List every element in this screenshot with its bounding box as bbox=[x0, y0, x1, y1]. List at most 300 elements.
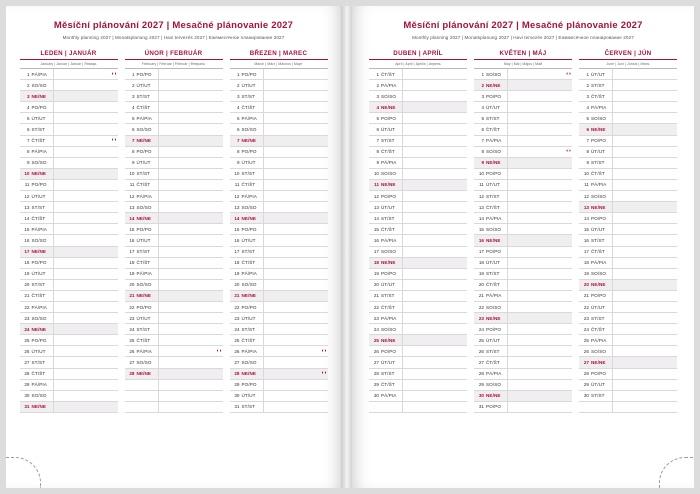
day-note-field[interactable] bbox=[613, 313, 678, 324]
day-row[interactable] bbox=[20, 224, 118, 235]
day-note-field[interactable] bbox=[508, 213, 573, 224]
day-note-field[interactable] bbox=[403, 390, 468, 401]
day-note-field[interactable] bbox=[53, 357, 118, 368]
day-row[interactable] bbox=[20, 213, 118, 224]
day-row[interactable] bbox=[369, 401, 467, 412]
day-row[interactable] bbox=[369, 235, 467, 246]
day-note-field[interactable] bbox=[53, 257, 118, 268]
day-row[interactable] bbox=[474, 102, 572, 113]
day-row[interactable] bbox=[369, 246, 467, 257]
day-row[interactable] bbox=[230, 168, 328, 179]
day-row[interactable] bbox=[230, 224, 328, 235]
day-note-field[interactable] bbox=[158, 246, 223, 257]
day-row[interactable] bbox=[125, 157, 223, 168]
day-row[interactable] bbox=[474, 191, 572, 202]
day-row[interactable] bbox=[579, 368, 677, 379]
day-note-field[interactable] bbox=[613, 202, 678, 213]
day-row[interactable] bbox=[369, 301, 467, 312]
day-row[interactable] bbox=[579, 235, 677, 246]
day-row[interactable] bbox=[230, 279, 328, 290]
day-row[interactable] bbox=[579, 379, 677, 390]
day-note-field[interactable] bbox=[613, 235, 678, 246]
day-note-field[interactable] bbox=[508, 202, 573, 213]
day-note-field[interactable] bbox=[158, 113, 223, 124]
day-note-field[interactable] bbox=[158, 146, 223, 157]
day-row[interactable] bbox=[369, 179, 467, 190]
day-note-field[interactable] bbox=[508, 335, 573, 346]
day-note-field[interactable] bbox=[508, 102, 573, 113]
day-row[interactable] bbox=[474, 246, 572, 257]
day-note-field[interactable] bbox=[263, 368, 328, 379]
day-row[interactable] bbox=[230, 235, 328, 246]
day-row[interactable] bbox=[230, 390, 328, 401]
day-note-field[interactable] bbox=[613, 324, 678, 335]
day-note-field[interactable] bbox=[508, 368, 573, 379]
day-note-field[interactable] bbox=[403, 313, 468, 324]
day-note-field[interactable] bbox=[613, 91, 678, 102]
day-note-field[interactable] bbox=[403, 168, 468, 179]
day-row[interactable] bbox=[125, 313, 223, 324]
day-row[interactable] bbox=[369, 324, 467, 335]
day-row[interactable] bbox=[20, 257, 118, 268]
day-row[interactable] bbox=[125, 91, 223, 102]
day-note-field[interactable] bbox=[613, 290, 678, 301]
day-row[interactable] bbox=[125, 146, 223, 157]
day-row[interactable] bbox=[369, 368, 467, 379]
day-row[interactable] bbox=[474, 357, 572, 368]
day-row[interactable] bbox=[369, 213, 467, 224]
day-row[interactable] bbox=[474, 91, 572, 102]
day-note-field[interactable] bbox=[508, 390, 573, 401]
day-row[interactable] bbox=[369, 335, 467, 346]
day-note-field[interactable] bbox=[508, 379, 573, 390]
day-note-field[interactable] bbox=[508, 179, 573, 190]
day-row[interactable] bbox=[125, 357, 223, 368]
day-note-field[interactable] bbox=[508, 324, 573, 335]
day-row[interactable] bbox=[20, 191, 118, 202]
day-note-field[interactable] bbox=[403, 357, 468, 368]
day-note-field[interactable] bbox=[403, 401, 468, 412]
day-row[interactable] bbox=[125, 268, 223, 279]
day-row[interactable] bbox=[369, 191, 467, 202]
day-note-field[interactable] bbox=[53, 246, 118, 257]
day-note-field[interactable] bbox=[613, 335, 678, 346]
day-row[interactable] bbox=[579, 179, 677, 190]
day-note-field[interactable] bbox=[613, 279, 678, 290]
day-row[interactable] bbox=[20, 91, 118, 102]
day-note-field[interactable] bbox=[403, 157, 468, 168]
day-note-field[interactable] bbox=[53, 91, 118, 102]
day-note-field[interactable] bbox=[263, 257, 328, 268]
day-note-field[interactable] bbox=[53, 124, 118, 135]
day-row[interactable] bbox=[20, 135, 118, 146]
day-note-field[interactable] bbox=[158, 224, 223, 235]
day-note-field[interactable] bbox=[53, 168, 118, 179]
day-row[interactable] bbox=[579, 213, 677, 224]
day-row[interactable] bbox=[20, 401, 118, 412]
day-row[interactable] bbox=[125, 246, 223, 257]
day-note-field[interactable] bbox=[403, 257, 468, 268]
day-row[interactable] bbox=[579, 346, 677, 357]
day-row[interactable] bbox=[474, 69, 572, 80]
day-row[interactable] bbox=[230, 102, 328, 113]
day-note-field[interactable] bbox=[53, 80, 118, 91]
day-row[interactable] bbox=[230, 357, 328, 368]
day-row[interactable] bbox=[125, 324, 223, 335]
day-note-field[interactable] bbox=[403, 290, 468, 301]
day-row[interactable] bbox=[230, 301, 328, 312]
day-note-field[interactable] bbox=[263, 146, 328, 157]
day-note-field[interactable] bbox=[263, 335, 328, 346]
day-note-field[interactable] bbox=[508, 313, 573, 324]
day-row[interactable] bbox=[369, 102, 467, 113]
day-note-field[interactable] bbox=[158, 379, 223, 390]
day-note-field[interactable] bbox=[263, 157, 328, 168]
day-note-field[interactable] bbox=[613, 124, 678, 135]
day-note-field[interactable] bbox=[158, 202, 223, 213]
day-row[interactable] bbox=[579, 124, 677, 135]
day-note-field[interactable] bbox=[263, 168, 328, 179]
day-note-field[interactable] bbox=[158, 80, 223, 91]
day-note-field[interactable] bbox=[508, 191, 573, 202]
day-row[interactable] bbox=[20, 268, 118, 279]
day-note-field[interactable] bbox=[263, 290, 328, 301]
day-note-field[interactable] bbox=[508, 246, 573, 257]
day-note-field[interactable] bbox=[263, 279, 328, 290]
day-note-field[interactable] bbox=[403, 191, 468, 202]
day-row[interactable] bbox=[125, 135, 223, 146]
day-note-field[interactable] bbox=[263, 224, 328, 235]
day-row[interactable] bbox=[369, 124, 467, 135]
day-row[interactable] bbox=[579, 135, 677, 146]
day-row[interactable] bbox=[125, 390, 223, 401]
day-note-field[interactable] bbox=[508, 91, 573, 102]
day-note-field[interactable] bbox=[613, 224, 678, 235]
day-note-field[interactable] bbox=[508, 290, 573, 301]
day-row[interactable] bbox=[230, 135, 328, 146]
day-note-field[interactable] bbox=[613, 301, 678, 312]
day-row[interactable] bbox=[20, 368, 118, 379]
day-note-field[interactable] bbox=[53, 401, 118, 412]
day-row[interactable] bbox=[474, 379, 572, 390]
day-row[interactable] bbox=[20, 124, 118, 135]
day-row[interactable] bbox=[474, 113, 572, 124]
day-note-field[interactable] bbox=[403, 80, 468, 91]
day-note-field[interactable] bbox=[263, 69, 328, 80]
day-note-field[interactable] bbox=[158, 91, 223, 102]
day-note-field[interactable] bbox=[403, 202, 468, 213]
day-note-field[interactable] bbox=[613, 157, 678, 168]
day-note-field[interactable] bbox=[403, 368, 468, 379]
day-note-field[interactable] bbox=[613, 268, 678, 279]
day-note-field[interactable] bbox=[158, 324, 223, 335]
day-row[interactable] bbox=[125, 179, 223, 190]
day-row[interactable] bbox=[369, 135, 467, 146]
day-note-field[interactable] bbox=[263, 235, 328, 246]
day-row[interactable] bbox=[230, 213, 328, 224]
day-row[interactable] bbox=[369, 91, 467, 102]
day-row[interactable] bbox=[230, 268, 328, 279]
day-row[interactable] bbox=[579, 91, 677, 102]
day-row[interactable] bbox=[579, 69, 677, 80]
day-row[interactable] bbox=[579, 390, 677, 401]
day-note-field[interactable] bbox=[403, 301, 468, 312]
day-row[interactable] bbox=[579, 146, 677, 157]
day-note-field[interactable] bbox=[508, 69, 573, 80]
day-row[interactable] bbox=[125, 301, 223, 312]
day-note-field[interactable] bbox=[508, 135, 573, 146]
day-row[interactable] bbox=[474, 179, 572, 190]
day-row[interactable] bbox=[474, 146, 572, 157]
day-note-field[interactable] bbox=[53, 346, 118, 357]
day-row[interactable] bbox=[20, 202, 118, 213]
day-note-field[interactable] bbox=[158, 401, 223, 412]
day-row[interactable] bbox=[579, 191, 677, 202]
day-note-field[interactable] bbox=[53, 179, 118, 190]
day-row[interactable] bbox=[230, 324, 328, 335]
day-row[interactable] bbox=[579, 113, 677, 124]
day-row[interactable] bbox=[125, 113, 223, 124]
day-note-field[interactable] bbox=[508, 80, 573, 91]
day-row[interactable] bbox=[125, 124, 223, 135]
day-row[interactable] bbox=[369, 346, 467, 357]
day-row[interactable] bbox=[20, 346, 118, 357]
day-row[interactable] bbox=[125, 202, 223, 213]
day-row[interactable] bbox=[125, 368, 223, 379]
day-note-field[interactable] bbox=[53, 324, 118, 335]
day-row[interactable] bbox=[579, 401, 677, 412]
day-row[interactable] bbox=[474, 213, 572, 224]
day-note-field[interactable] bbox=[53, 135, 118, 146]
day-note-field[interactable] bbox=[508, 357, 573, 368]
day-note-field[interactable] bbox=[508, 168, 573, 179]
day-note-field[interactable] bbox=[508, 301, 573, 312]
day-row[interactable] bbox=[230, 335, 328, 346]
day-note-field[interactable] bbox=[53, 301, 118, 312]
day-row[interactable] bbox=[474, 401, 572, 412]
day-note-field[interactable] bbox=[613, 357, 678, 368]
day-note-field[interactable] bbox=[53, 157, 118, 168]
day-row[interactable] bbox=[125, 80, 223, 91]
day-row[interactable] bbox=[125, 168, 223, 179]
day-note-field[interactable] bbox=[613, 368, 678, 379]
day-note-field[interactable] bbox=[158, 368, 223, 379]
day-note-field[interactable] bbox=[263, 246, 328, 257]
day-row[interactable] bbox=[369, 224, 467, 235]
day-note-field[interactable] bbox=[613, 179, 678, 190]
day-note-field[interactable] bbox=[613, 102, 678, 113]
day-note-field[interactable] bbox=[158, 102, 223, 113]
day-row[interactable] bbox=[230, 146, 328, 157]
day-row[interactable] bbox=[474, 346, 572, 357]
day-note-field[interactable] bbox=[263, 268, 328, 279]
day-row[interactable] bbox=[20, 335, 118, 346]
day-row[interactable] bbox=[20, 390, 118, 401]
day-note-field[interactable] bbox=[53, 235, 118, 246]
day-note-field[interactable] bbox=[508, 268, 573, 279]
day-row[interactable] bbox=[230, 290, 328, 301]
day-row[interactable] bbox=[20, 246, 118, 257]
day-note-field[interactable] bbox=[158, 313, 223, 324]
day-row[interactable] bbox=[230, 401, 328, 412]
day-row[interactable] bbox=[579, 268, 677, 279]
day-row[interactable] bbox=[20, 379, 118, 390]
day-row[interactable] bbox=[125, 346, 223, 357]
day-row[interactable] bbox=[125, 379, 223, 390]
day-note-field[interactable] bbox=[53, 146, 118, 157]
day-row[interactable] bbox=[579, 324, 677, 335]
day-row[interactable] bbox=[20, 279, 118, 290]
day-row[interactable] bbox=[230, 179, 328, 190]
day-note-field[interactable] bbox=[53, 368, 118, 379]
day-note-field[interactable] bbox=[53, 313, 118, 324]
day-note-field[interactable] bbox=[613, 213, 678, 224]
day-note-field[interactable] bbox=[613, 346, 678, 357]
day-row[interactable] bbox=[579, 157, 677, 168]
day-row[interactable] bbox=[20, 313, 118, 324]
day-row[interactable] bbox=[369, 146, 467, 157]
day-row[interactable] bbox=[474, 168, 572, 179]
day-row[interactable] bbox=[474, 268, 572, 279]
day-note-field[interactable] bbox=[53, 390, 118, 401]
day-note-field[interactable] bbox=[508, 224, 573, 235]
day-note-field[interactable] bbox=[403, 69, 468, 80]
day-note-field[interactable] bbox=[263, 191, 328, 202]
day-row[interactable] bbox=[20, 290, 118, 301]
day-note-field[interactable] bbox=[613, 379, 678, 390]
day-note-field[interactable] bbox=[403, 324, 468, 335]
day-row[interactable] bbox=[230, 368, 328, 379]
day-row[interactable] bbox=[474, 290, 572, 301]
day-note-field[interactable] bbox=[403, 102, 468, 113]
day-note-field[interactable] bbox=[508, 257, 573, 268]
day-note-field[interactable] bbox=[263, 202, 328, 213]
day-row[interactable] bbox=[474, 202, 572, 213]
day-row[interactable] bbox=[20, 324, 118, 335]
day-note-field[interactable] bbox=[158, 290, 223, 301]
day-row[interactable] bbox=[369, 80, 467, 91]
day-row[interactable] bbox=[230, 69, 328, 80]
day-row[interactable] bbox=[125, 191, 223, 202]
day-note-field[interactable] bbox=[263, 113, 328, 124]
day-note-field[interactable] bbox=[53, 335, 118, 346]
day-row[interactable] bbox=[369, 379, 467, 390]
day-note-field[interactable] bbox=[263, 346, 328, 357]
day-note-field[interactable] bbox=[613, 113, 678, 124]
day-row[interactable] bbox=[125, 224, 223, 235]
day-note-field[interactable] bbox=[53, 102, 118, 113]
day-note-field[interactable] bbox=[53, 290, 118, 301]
day-row[interactable] bbox=[579, 168, 677, 179]
day-row[interactable] bbox=[369, 279, 467, 290]
day-note-field[interactable] bbox=[263, 379, 328, 390]
day-row[interactable] bbox=[369, 357, 467, 368]
day-note-field[interactable] bbox=[263, 390, 328, 401]
day-note-field[interactable] bbox=[403, 346, 468, 357]
day-note-field[interactable] bbox=[403, 135, 468, 146]
day-note-field[interactable] bbox=[508, 279, 573, 290]
day-note-field[interactable] bbox=[508, 235, 573, 246]
day-row[interactable] bbox=[369, 157, 467, 168]
day-note-field[interactable] bbox=[403, 335, 468, 346]
day-note-field[interactable] bbox=[403, 246, 468, 257]
day-note-field[interactable] bbox=[53, 224, 118, 235]
day-note-field[interactable] bbox=[613, 80, 678, 91]
day-note-field[interactable] bbox=[403, 213, 468, 224]
day-row[interactable] bbox=[230, 257, 328, 268]
day-row[interactable] bbox=[20, 146, 118, 157]
day-note-field[interactable] bbox=[508, 146, 573, 157]
day-note-field[interactable] bbox=[403, 268, 468, 279]
day-row[interactable] bbox=[230, 346, 328, 357]
day-note-field[interactable] bbox=[53, 379, 118, 390]
day-row[interactable] bbox=[369, 168, 467, 179]
day-note-field[interactable] bbox=[403, 91, 468, 102]
day-note-field[interactable] bbox=[158, 268, 223, 279]
day-note-field[interactable] bbox=[158, 191, 223, 202]
day-row[interactable] bbox=[474, 335, 572, 346]
day-row[interactable] bbox=[20, 80, 118, 91]
day-note-field[interactable] bbox=[158, 346, 223, 357]
day-note-field[interactable] bbox=[263, 102, 328, 113]
day-row[interactable] bbox=[230, 157, 328, 168]
day-note-field[interactable] bbox=[613, 191, 678, 202]
day-row[interactable] bbox=[230, 91, 328, 102]
day-row[interactable] bbox=[125, 257, 223, 268]
day-row[interactable] bbox=[369, 202, 467, 213]
day-note-field[interactable] bbox=[263, 357, 328, 368]
day-note-field[interactable] bbox=[403, 224, 468, 235]
day-note-field[interactable] bbox=[158, 179, 223, 190]
day-row[interactable] bbox=[369, 113, 467, 124]
day-row[interactable] bbox=[579, 80, 677, 91]
day-note-field[interactable] bbox=[263, 124, 328, 135]
day-row[interactable] bbox=[125, 213, 223, 224]
day-row[interactable] bbox=[579, 202, 677, 213]
day-row[interactable] bbox=[125, 290, 223, 301]
day-row[interactable] bbox=[474, 324, 572, 335]
day-note-field[interactable] bbox=[403, 124, 468, 135]
day-row[interactable] bbox=[474, 368, 572, 379]
day-row[interactable] bbox=[369, 69, 467, 80]
day-row[interactable] bbox=[474, 124, 572, 135]
day-note-field[interactable] bbox=[53, 213, 118, 224]
day-row[interactable] bbox=[474, 313, 572, 324]
day-note-field[interactable] bbox=[508, 124, 573, 135]
day-note-field[interactable] bbox=[158, 69, 223, 80]
day-note-field[interactable] bbox=[508, 157, 573, 168]
day-note-field[interactable] bbox=[53, 268, 118, 279]
day-note-field[interactable] bbox=[158, 357, 223, 368]
day-row[interactable] bbox=[579, 357, 677, 368]
day-note-field[interactable] bbox=[158, 157, 223, 168]
day-note-field[interactable] bbox=[158, 235, 223, 246]
day-note-field[interactable] bbox=[158, 213, 223, 224]
day-row[interactable] bbox=[20, 179, 118, 190]
day-row[interactable] bbox=[230, 379, 328, 390]
day-row[interactable] bbox=[579, 313, 677, 324]
day-note-field[interactable] bbox=[508, 346, 573, 357]
day-note-field[interactable] bbox=[158, 390, 223, 401]
day-note-field[interactable] bbox=[158, 301, 223, 312]
day-note-field[interactable] bbox=[508, 113, 573, 124]
day-row[interactable] bbox=[474, 224, 572, 235]
day-row[interactable] bbox=[230, 124, 328, 135]
day-note-field[interactable] bbox=[263, 301, 328, 312]
day-note-field[interactable] bbox=[263, 80, 328, 91]
day-row[interactable] bbox=[230, 113, 328, 124]
day-note-field[interactable] bbox=[403, 179, 468, 190]
